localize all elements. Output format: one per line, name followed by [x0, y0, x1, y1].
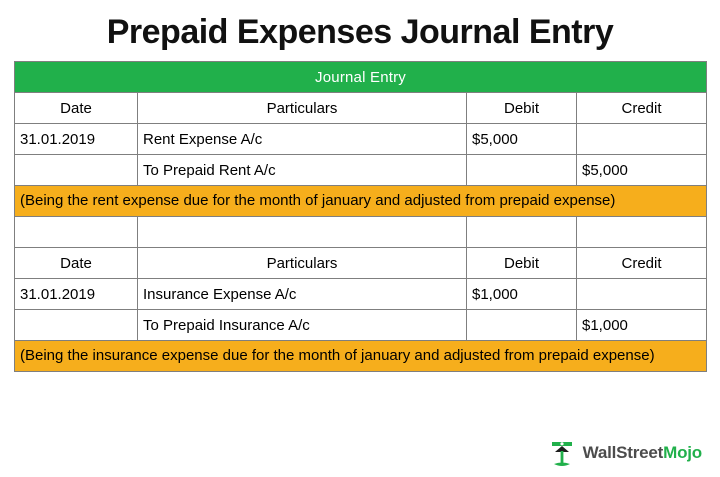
- table-banner-row: [15, 62, 707, 93]
- cell-date: [15, 155, 138, 186]
- cell-credit: $5,000: [577, 155, 707, 186]
- cell-credit: [577, 279, 707, 310]
- spacer-cell: [467, 217, 577, 248]
- table-header-row: [15, 248, 707, 279]
- cell-particulars: To Prepaid Insurance A/c: [138, 310, 467, 341]
- brand-logo: [547, 437, 702, 469]
- spacer-cell: [138, 217, 467, 248]
- spacer-cell: [577, 217, 707, 248]
- cell-debit: [467, 155, 577, 186]
- cell-date: 31.01.2019: [15, 279, 138, 310]
- table-row: [15, 124, 707, 155]
- table-header-row: [15, 93, 707, 124]
- spacer-row: [15, 217, 707, 248]
- page-title: Prepaid Expenses Journal Entry: [106, 13, 614, 51]
- column-header-debit: Debit: [467, 93, 577, 124]
- column-header-date: Date: [15, 93, 138, 124]
- table-row: [15, 310, 707, 341]
- column-header-date: Date: [15, 248, 138, 279]
- journal-entry-banner: Journal Entry: [15, 62, 707, 93]
- cell-debit: $1,000: [467, 279, 577, 310]
- table-row: [15, 155, 707, 186]
- narration-row: [15, 186, 707, 217]
- cell-particulars: To Prepaid Rent A/c: [138, 155, 467, 186]
- narration-text: (Being the insurance expense due for the month of january and adjusted from prepaid expense): [15, 341, 707, 372]
- column-header-credit: Credit: [577, 248, 707, 279]
- wallstreetmojo-logo-icon: [547, 437, 577, 469]
- brand-name-part2: Mojo: [663, 443, 702, 462]
- journal-entry-table: [14, 61, 707, 372]
- brand-name: [583, 443, 702, 463]
- cell-debit: [467, 310, 577, 341]
- cell-debit: $5,000: [467, 124, 577, 155]
- brand-name-part1: WallStreet: [582, 443, 664, 462]
- column-header-particulars: Particulars: [138, 248, 467, 279]
- narration-text: (Being the rent expense due for the month of january and adjusted from prepaid expense): [15, 186, 707, 217]
- column-header-debit: Debit: [467, 248, 577, 279]
- cell-particulars: Rent Expense A/c: [138, 124, 467, 155]
- narration-row: [15, 341, 707, 372]
- cell-date: 31.01.2019: [15, 124, 138, 155]
- spacer-cell: [15, 217, 138, 248]
- column-header-particulars: Particulars: [138, 93, 467, 124]
- cell-particulars: Insurance Expense A/c: [138, 279, 467, 310]
- cell-date: [15, 310, 138, 341]
- cell-credit: [577, 124, 707, 155]
- column-header-credit: Credit: [577, 93, 707, 124]
- table-row: [15, 279, 707, 310]
- cell-credit: $1,000: [577, 310, 707, 341]
